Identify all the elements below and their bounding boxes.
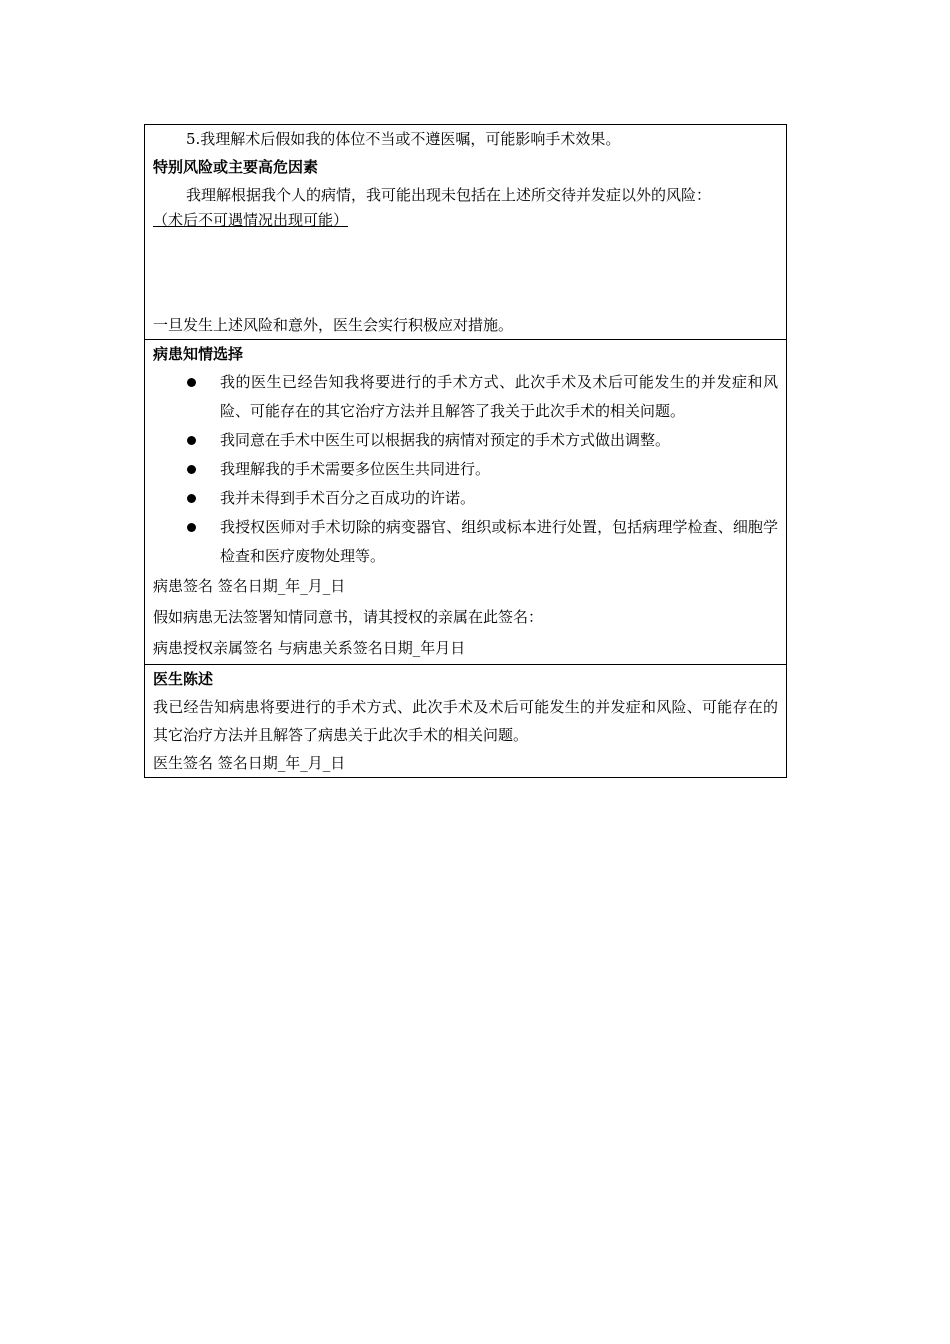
list-item-text: 我并未得到手术百分之百成功的许诺。 bbox=[220, 489, 476, 507]
list-item-text: 我理解我的手术需要多位医生共同进行。 bbox=[220, 460, 491, 478]
list-item bbox=[153, 368, 778, 426]
list-item bbox=[153, 455, 778, 484]
bullet-icon bbox=[187, 523, 196, 532]
consent-form-table bbox=[144, 124, 787, 778]
doctor-signature-line: 医生签名 签名日期_年_月_日 bbox=[153, 754, 346, 772]
list-item bbox=[153, 513, 778, 571]
risk-closing-statement: 一旦发生上述风险和意外，医生会实行积极应对措施。 bbox=[153, 316, 514, 334]
bullet-icon bbox=[187, 436, 196, 445]
bullet-icon bbox=[187, 378, 196, 387]
patient-signature-line: 病患签名 签名日期_年_月_日 bbox=[153, 577, 346, 595]
risk-section bbox=[145, 125, 786, 339]
doctor-statement-heading: 医生陈述 bbox=[153, 670, 214, 688]
patient-choice-section bbox=[145, 339, 786, 664]
list-item-text: 我同意在手术中医生可以根据我的病情对预定的手术方式做出调整。 bbox=[220, 431, 671, 449]
bullet-icon bbox=[187, 465, 196, 474]
proxy-signature-note: 假如病患无法签署知情同意书，请其授权的亲属在此签名： bbox=[153, 608, 544, 626]
blank-space bbox=[153, 231, 778, 311]
proxy-signature-line: 病患授权亲属签名 与病患关系签名日期_年月日 bbox=[153, 639, 466, 657]
list-item-text: 我的医生已经告知我将要进行的手术方式、此次手术及术后可能发生的并发症和风险、可能存在的其它治疗方法并且解答了我关于此次手术的相关问题。 bbox=[220, 373, 778, 420]
special-risk-heading: 特别风险或主要高危因素 bbox=[153, 158, 319, 176]
doctor-statement-section bbox=[145, 664, 786, 777]
risk-item-5: 5.我理解术后假如我的体位不当或不遵医嘱，可能影响手术效果。 bbox=[186, 130, 621, 148]
special-risk-fill-in: （术后不可遇情况出现可能） bbox=[153, 211, 349, 229]
patient-choice-list bbox=[153, 368, 778, 571]
bullet-icon bbox=[187, 494, 196, 503]
list-item bbox=[153, 484, 778, 513]
doctor-statement-text: 我已经告知病患将要进行的手术方式、此次手术及术后可能发生的并发症和风险、可能存在的其它治疗方法并且解答了病患关于此次手术的相关问题。 bbox=[153, 698, 778, 744]
list-item-text: 我授权医师对手术切除的病变器官、组织或标本进行处置，包括病理学检查、细胞学检查和医疗废物处理等。 bbox=[220, 518, 778, 565]
list-item bbox=[153, 426, 778, 455]
patient-choice-heading: 病患知情选择 bbox=[153, 345, 244, 363]
special-risk-intro: 我理解根据我个人的病情，我可能出现未包括在上述所交待并发症以外的风险： bbox=[186, 186, 712, 204]
